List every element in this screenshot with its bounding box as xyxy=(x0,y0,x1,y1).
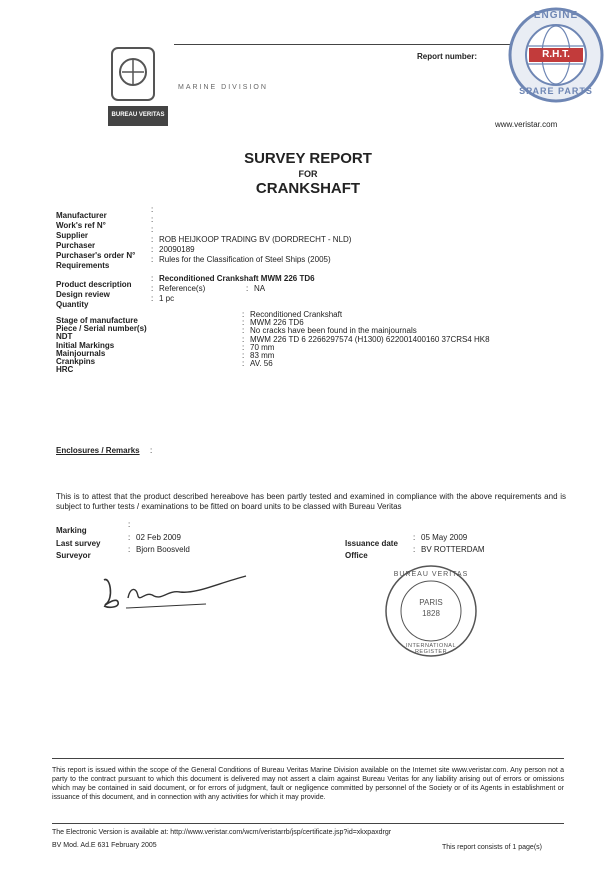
footer-rule-bottom xyxy=(52,823,564,824)
issuance-value: 05 May 2009 xyxy=(421,533,468,542)
field-value: AV. 56 xyxy=(250,359,273,369)
field-label: Crankpins xyxy=(56,356,96,366)
rht-stamp xyxy=(507,6,605,104)
field-label: Mainjournals xyxy=(56,348,106,358)
field-label: Initial Markings xyxy=(56,340,115,350)
field-label: Piece / Serial number(s) xyxy=(56,324,147,334)
field-label: Purchaser xyxy=(56,241,96,250)
field-value: No cracks have been found in the mainjournals xyxy=(250,326,417,336)
surveyor-value: Bjorn Boosveld xyxy=(136,545,190,554)
field-label: NDT xyxy=(56,332,73,342)
surveyor-label: Surveyor xyxy=(56,551,91,560)
field-row: HRC : AV. 56 xyxy=(56,359,273,375)
fields-group-b xyxy=(56,274,556,309)
field-row: Purchaser : ROB HEIJKOOP TRADING BV (DORDRECHT - NLD) xyxy=(56,235,352,250)
field-value: Reconditioned Crankshaft xyxy=(250,310,343,319)
last-survey-value: 02 Feb 2009 xyxy=(136,533,181,542)
field-row: Design review : Reference(s) : NA xyxy=(56,284,266,299)
bureau-veritas-seal xyxy=(383,563,479,659)
field-row: Purchaser's order N° : 20090189 xyxy=(56,245,195,260)
field-row: Surveyor : Bjorn Boosveld xyxy=(56,545,190,560)
title-line1: SURVEY REPORT xyxy=(244,150,372,167)
logo-text: BUREAU VERITAS xyxy=(111,112,165,118)
field-value: ROB HEIJKOOP TRADING BV (DORDRECHT - NLD) xyxy=(159,235,352,244)
field-row: Issuance date : 05 May 2009 xyxy=(345,533,468,548)
footer-disclaimer: This report is issued within the scope of the General Conditions of Bureau Veritas Marine Division available on the Internet site www.veristar.com. Any person not a party to the contract pursuant to which this document is delivered may not assert a claim against Bureau Veritas for any liability arising out of errors or omissions which may be contained in said document, or for errors of judgment, fault or negligence committed by personnel of the Society or of its Agents in establishment or issuance of this document, and in connection with any activities for which it may provide. xyxy=(52,767,564,801)
bureau-veritas-logo xyxy=(104,42,170,132)
enclosures-label: Enclosures / Remarks xyxy=(56,446,140,455)
report-number-label: Report number: xyxy=(417,52,477,61)
attestation-text: This is to attest that the product described hereabove has been partly tested and examined in compliance with the above requirements and is subject to further tests / examinations to be fitted on board units to be classed with Bureau Veritas xyxy=(56,492,566,511)
field-row: Quantity : 1 pc xyxy=(56,294,175,309)
field-value: Rules for the Classification of Steel Ships (2005) xyxy=(159,255,331,264)
fields-group-a xyxy=(56,205,556,270)
field-label: HRC xyxy=(56,365,74,375)
seal-bottom-text: INTERNATIONAL REGISTER xyxy=(405,643,457,655)
office-value: BV ROTTERDAM xyxy=(421,545,485,554)
electronic-version: The Electronic Version is available at: http://www.veristar.com/wcm/veristarrb/jsp/certificate.jsp?id=xkxpaxdrgr xyxy=(52,829,392,836)
design-review-value: Reference(s) xyxy=(159,284,206,293)
field-row: Office : BV ROTTERDAM xyxy=(345,545,485,560)
footer-rule-top xyxy=(52,758,564,759)
field-label: Work's ref N° xyxy=(56,221,106,230)
surveyor-signature xyxy=(96,568,256,618)
field-row: Piece / Serial number(s) : MWM 226 TD6 xyxy=(56,318,304,334)
field-row: Requirements : Rules for the Classification of Steel Ships (2005) xyxy=(56,255,331,270)
field-row: Initial Markings : MWM 226 TD 6 2266297574 (H1300) 622001400160 37CRS4 HK8 xyxy=(56,334,490,350)
field-label: Purchaser's order N° xyxy=(56,251,136,260)
last-survey-label: Last survey xyxy=(56,539,101,548)
seal-year: 1828 xyxy=(422,609,440,618)
stamp-bottom-text: SPARE PARTS xyxy=(519,86,593,96)
field-label: Manufacturer xyxy=(56,211,107,220)
field-row: Stage of manufacture : Reconditioned Crankshaft xyxy=(56,310,343,325)
stamp-center-text: R.H.T. xyxy=(542,49,570,60)
field-value: 83 mm xyxy=(250,350,275,360)
field-value: 20090189 xyxy=(159,245,195,254)
field-label: Design review xyxy=(56,290,110,299)
field-row: Crankpins : 83 mm xyxy=(56,350,275,366)
field-row: Last survey : 02 Feb 2009 xyxy=(56,533,181,548)
field-row: Mainjournals : 70 mm xyxy=(56,342,275,358)
signoff-right xyxy=(345,533,565,560)
title-line2: FOR xyxy=(298,169,318,179)
office-label: Office xyxy=(345,551,368,560)
signoff-left xyxy=(56,520,316,560)
field-label: Quantity xyxy=(56,300,89,309)
field-label: Supplier xyxy=(56,231,89,240)
issuance-label: Issuance date xyxy=(345,539,398,548)
seal-top-text: BUREAU VERITAS xyxy=(393,571,469,578)
fields-group-c xyxy=(56,310,576,375)
page-count: This report consists of 1 page(s) xyxy=(442,844,542,851)
field-row: Manufacturer : xyxy=(56,205,154,220)
field-value: MWM 226 TD 6 2266297574 (H1300) 622001400160 37CRS4 HK8 xyxy=(250,334,490,344)
field-row: NDT : No cracks have been found in the mainjournals xyxy=(56,326,417,342)
website: www.veristar.com xyxy=(495,120,558,129)
field-row: Product description : Reconditioned Crankshaft MWM 226 TD6 xyxy=(56,274,315,289)
field-label: Stage of manufacture xyxy=(56,316,138,325)
product-description-value: Reconditioned Crankshaft MWM 226 TD6 xyxy=(159,274,315,283)
title-line3: CRANKSHAFT xyxy=(255,180,361,197)
field-row: Marking : xyxy=(56,520,131,535)
form-reference: BV Mod. Ad.E 631 February 2005 xyxy=(52,842,157,849)
org-name: MARINE DIVISION xyxy=(178,84,268,91)
field-value: MWM 226 TD6 xyxy=(250,318,304,328)
marking-label: Marking xyxy=(56,526,87,535)
field-label: Product description xyxy=(56,280,132,289)
design-review-na: NA xyxy=(254,284,266,293)
field-row: Work's ref N° : xyxy=(56,215,154,230)
field-row: Supplier : xyxy=(56,225,154,240)
seal-city: PARIS xyxy=(419,598,443,607)
field-value: 70 mm xyxy=(250,342,275,352)
stamp-top-text: ENGINE xyxy=(533,10,579,21)
quantity-value: 1 pc xyxy=(159,294,175,303)
field-label: Requirements xyxy=(56,261,110,270)
